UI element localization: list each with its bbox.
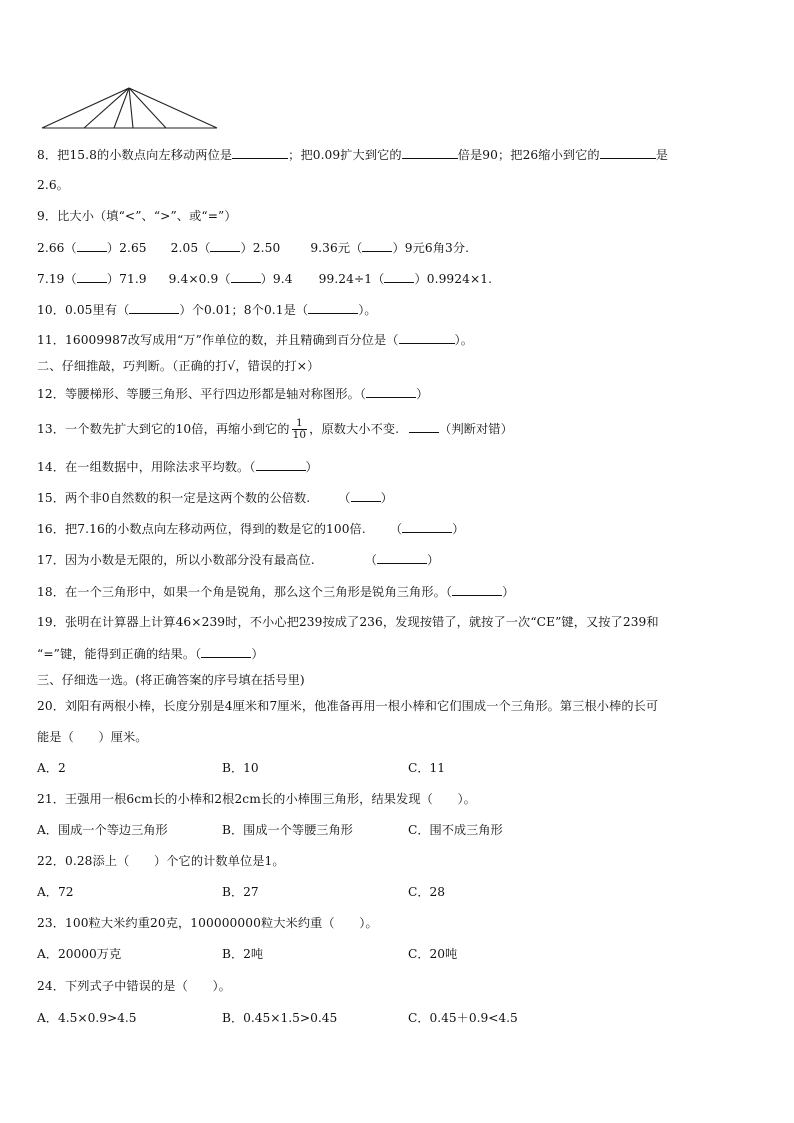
option-a[interactable]: A．20000万克 — [37, 947, 122, 961]
option-b[interactable]: B．围成一个等腰三角形 — [222, 823, 353, 837]
answer-blank[interactable] — [452, 583, 502, 596]
question-17: 17．因为小数是无限的，所以小数部分没有最高位. （ ） — [37, 553, 440, 567]
option-b[interactable]: B．2吨 — [222, 947, 264, 961]
option-a[interactable]: A．2 — [37, 761, 66, 775]
question-8: 8．把15.8的小数点向左移动两位是 ；把0.09扩大到它的 倍是90；把26缩小到它的 是 — [37, 148, 669, 162]
answer-blank[interactable] — [402, 146, 458, 159]
question-19: 19．张明在计算器上计算46×239时，不小心把239按成了236，发现按错了，就按了一次“CE”键，又按了239和 — [37, 615, 659, 629]
answer-blank[interactable] — [129, 301, 179, 314]
question-20: 20．刘阳有两根小棒，长度分别是4厘米和7厘米，他准备再用一根小棒和它们围成一个三角形。第三根小棒的长可 — [37, 699, 659, 713]
question-21: 21．王强用一根6cm长的小棒和2根2cm长的小棒围三角形，结果发现（ ）。 — [37, 792, 476, 806]
question-18: 18．在一个三角形中，如果一个角是锐角，那么这个三角形是锐角三角形。（ ） — [37, 585, 515, 599]
question-24: 24．下列式子中错误的是（ ）。 — [37, 979, 231, 993]
question-14: 14．在一组数据中，用除法求平均数。（ ） — [37, 460, 318, 474]
answer-blank[interactable] — [377, 551, 427, 564]
question-9-row-1: 2.66（ ）2.65 2.05（ ）2.50 9.36元（ ）9元6角3分. — [37, 241, 470, 255]
question-11: 11．16009987改写成用“万”作单位的数，并且精确到百分位是（ ）。 — [37, 333, 474, 347]
answer-blank[interactable] — [351, 489, 381, 502]
answer-blank[interactable] — [232, 146, 288, 159]
option-c[interactable]: C．28 — [408, 885, 446, 899]
question-10: 10．0.05里有（ ）个0.01；8个0.1是（ ）。 — [37, 303, 377, 317]
answer-blank[interactable] — [210, 239, 240, 252]
answer-blank[interactable] — [308, 301, 358, 314]
question-15: 15．两个非0自然数的积一定是这两个数的公倍数. （ ） — [37, 491, 393, 505]
option-c[interactable]: C．围不成三角形 — [408, 823, 503, 837]
option-a[interactable]: A．4.5×0.9>4.5 — [37, 1011, 137, 1025]
answer-blank[interactable] — [77, 270, 107, 283]
question-16: 16．把7.16的小数点向左移动两位，得到的数是它的100倍. （ ） — [37, 522, 465, 536]
answer-blank[interactable] — [201, 645, 251, 658]
fraction-one-tenth: $\frac{1}{10}$ — [292, 417, 307, 441]
option-b[interactable]: B．0.45×1.5>0.45 — [222, 1011, 338, 1025]
question-9-row-2: 7.19（ ）71.9 9.4×0.9（ ）9.4 99.24÷1（ ）0.9924×1. — [37, 272, 493, 286]
answer-blank[interactable] — [399, 331, 455, 344]
question-12: 12．等腰梯形、等腰三角形、平行四边形都是轴对称图形。（ ） — [37, 387, 429, 401]
section-2-heading: 二、仔细推敲，巧判断。（正确的打√，错误的打×） — [37, 359, 320, 373]
answer-blank[interactable] — [77, 239, 107, 252]
option-a[interactable]: A．72 — [37, 885, 74, 899]
option-b[interactable]: B．10 — [222, 761, 259, 775]
answer-blank[interactable] — [231, 270, 261, 283]
option-c[interactable]: C．11 — [408, 761, 446, 775]
question-22: 22．0.28添上（ ）个它的计数单位是1。 — [37, 854, 285, 868]
triangle-figure — [36, 84, 236, 134]
option-b[interactable]: B．27 — [222, 885, 259, 899]
question-23: 23．100粒大米约重20克，100000000粒大米约重（ ）。 — [37, 916, 378, 930]
answer-blank[interactable] — [409, 420, 439, 433]
option-c[interactable]: C．0.45＋0.9<4.5 — [408, 1011, 518, 1025]
answer-blank[interactable] — [402, 520, 452, 533]
answer-blank[interactable] — [384, 270, 414, 283]
answer-blank[interactable] — [600, 146, 656, 159]
option-a[interactable]: A．围成一个等边三角形 — [37, 823, 168, 837]
question-8-continued: 2.6。 — [37, 178, 69, 192]
question-9-title: 9．比大小（填“<”、“>”、或“=”） — [37, 209, 237, 223]
answer-blank[interactable] — [256, 458, 306, 471]
question-20-continued: 能是（ ）厘米。 — [37, 730, 148, 744]
answer-blank[interactable] — [362, 239, 392, 252]
question-13: 13．一个数先扩大到它的10倍，再缩小到它的 $\frac{1}{10}$ ，原数大小不变. （判断对错） — [37, 417, 513, 441]
answer-blank[interactable] — [366, 385, 416, 398]
option-c[interactable]: C．20吨 — [408, 947, 458, 961]
question-19-continued: “=”键，能得到正确的结果。（ ） — [37, 647, 264, 661]
section-3-heading: 三、仔细选一选。(将正确答案的序号填在括号里) — [37, 673, 305, 687]
